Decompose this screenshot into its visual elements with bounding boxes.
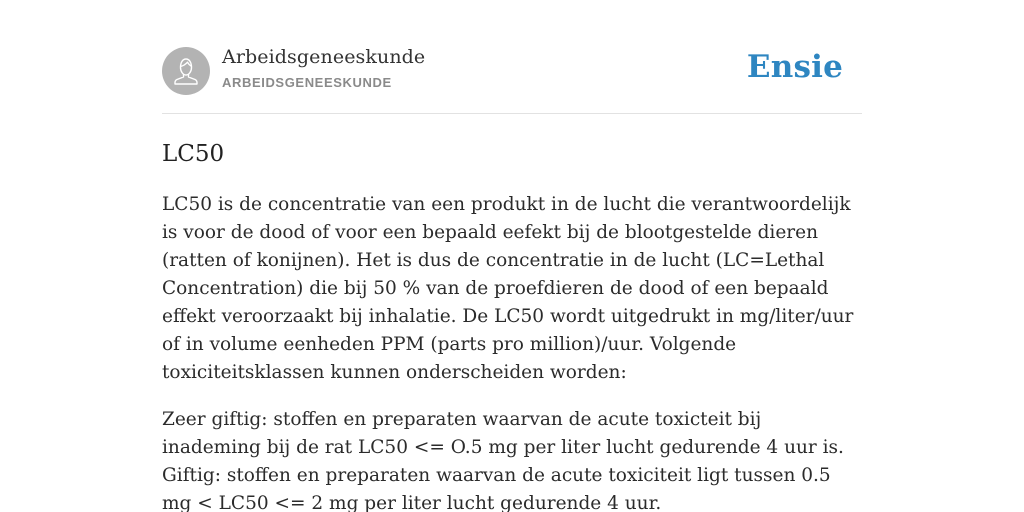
author-header: [162, 40, 862, 114]
brand-logo[interactable]: Ensie: [746, 49, 843, 85]
author-name[interactable]: Arbeidsgeneeskunde: [222, 46, 426, 68]
avatar[interactable]: [162, 47, 210, 95]
article-container: [162, 40, 862, 512]
author-category: ARBEIDSGENEESKUNDE: [222, 75, 392, 90]
page-title: LC50: [162, 141, 225, 167]
article-paragraph: Zeer giftig: stoffen en preparaten waarvan de acute toxicteit bij inademing bij de rat LC50 <= O.5 mg per liter lucht gedurende 4 uur is. Giftig: stoffen en preparaten waarvan de acute toxiciteit ligt tussen 0.5 mg < LC50 <= 2 mg per liter lucht gedurende 4 uur.: [162, 409, 844, 512]
article-paragraph: LC50 is de concentratie van een produkt in de lucht die verantwoordelijk is voor de dood of voor een bepaald eefekt bij de blootgestelde dieren (ratten of konijnen). Het is dus de concentratie in de lucht (LC=Lethal Concentration) die bij 50 % van de proefdieren de dood of een bepaald effekt veroorzaakt bij inhalatie. De LC50 wordt uitgedrukt in mg/liter/uur of in volume eenheden PPM (parts pro million)/uur. Volgende toxiciteitsklassen kunnen onderscheiden worden:: [162, 194, 854, 383]
user-icon: [162, 47, 210, 95]
